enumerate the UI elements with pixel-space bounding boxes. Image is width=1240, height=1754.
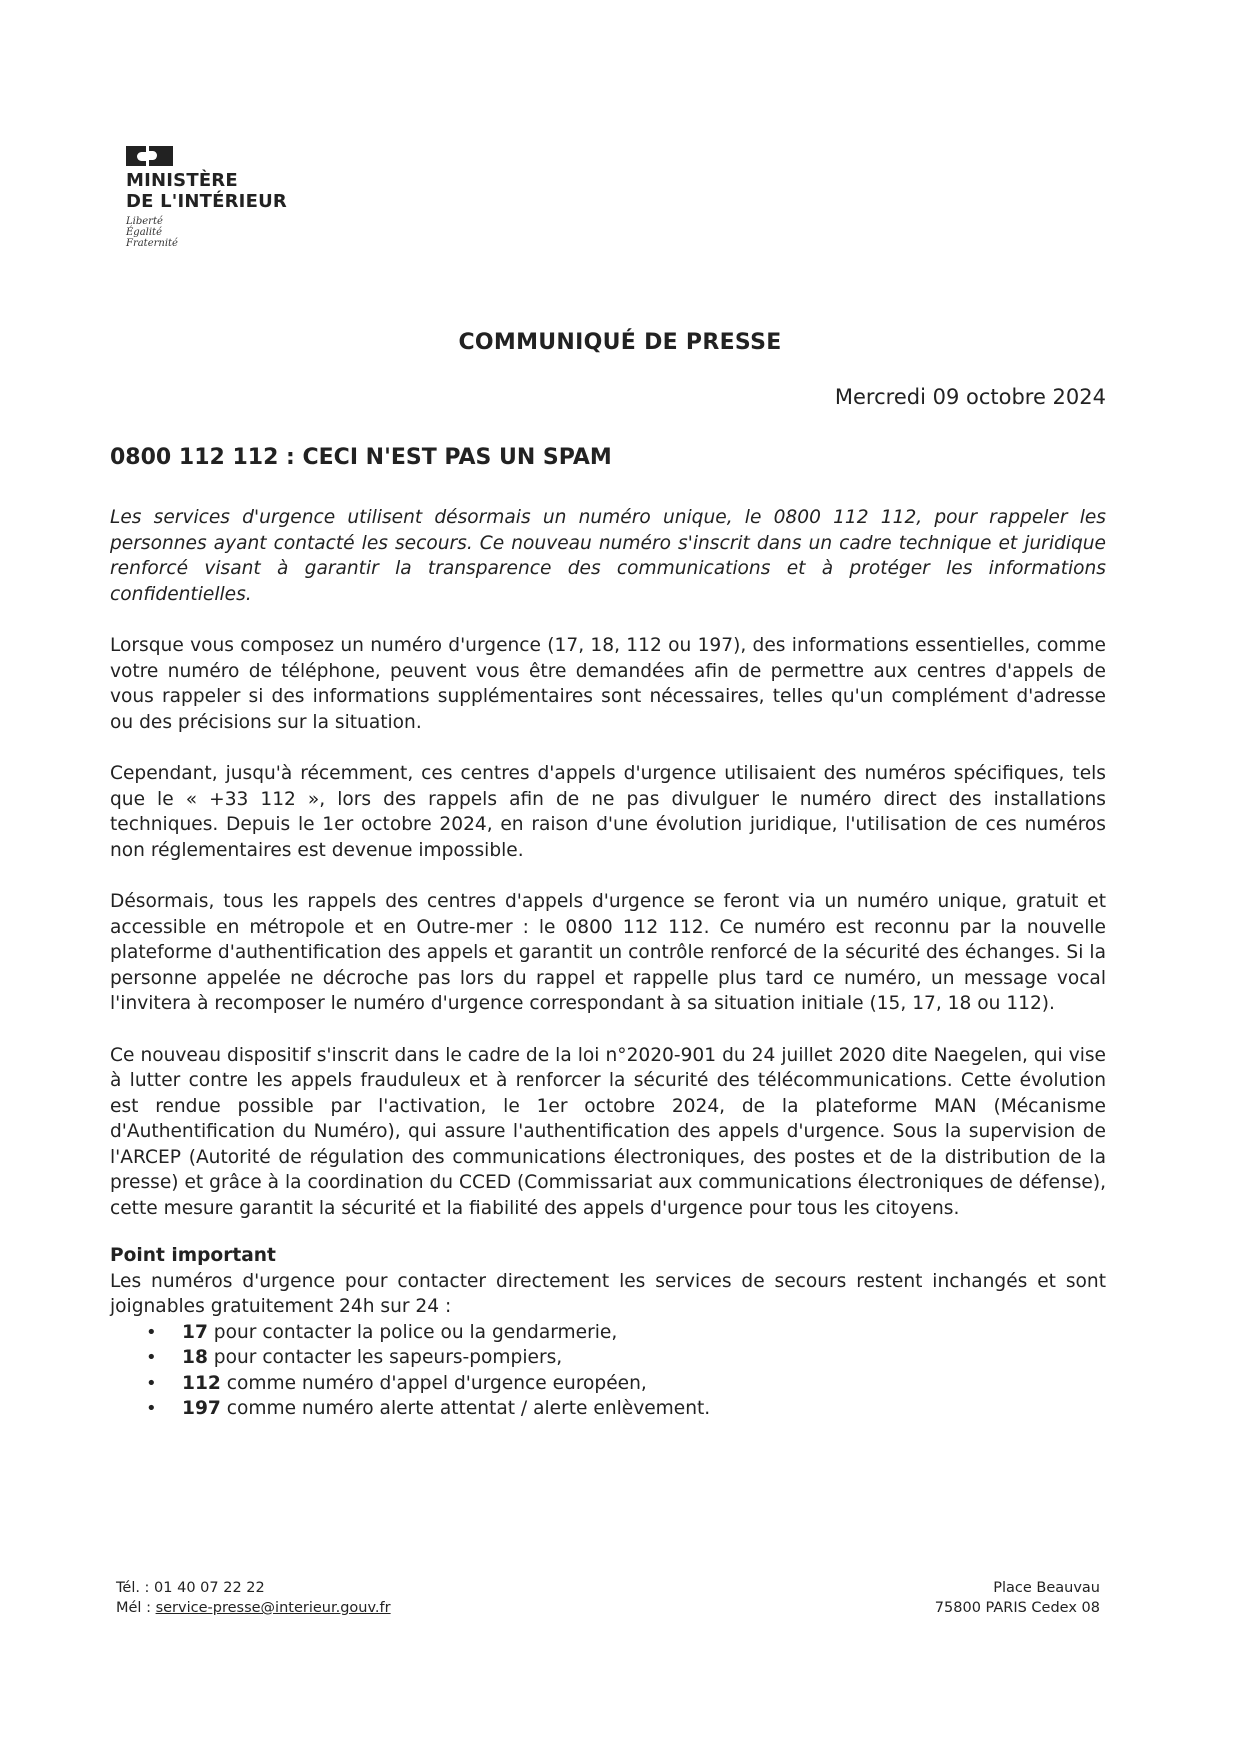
important-title: Point important bbox=[110, 1245, 276, 1266]
emergency-number: 112 bbox=[182, 1372, 221, 1394]
republic-motto bbox=[126, 216, 287, 249]
ministry-logo bbox=[126, 146, 287, 249]
footer-address-line-1: Place Beauvau bbox=[993, 1580, 1100, 1596]
paragraph-3: Cependant, jusqu'à récemment, ces centres d'appels d'urgence utilisaient des numéros spécifiques, tels que le « +33 112 », lors des rappels afin de ne pas divulguer le numéro direct des installations techniques. Depuis le 1er octobre 2024, en raison d'une évolution juridique, l'utilisation de ces numéros non réglementaires est devenue impossible. bbox=[110, 763, 1106, 861]
press-release-body bbox=[110, 505, 1106, 1422]
emergency-number-description: pour contacter les sapeurs-pompiers, bbox=[207, 1347, 563, 1368]
emergency-number: 18 bbox=[182, 1347, 208, 1368]
footer-contact bbox=[116, 1578, 391, 1618]
footer-email-label: Mél : bbox=[116, 1600, 156, 1616]
press-release-headline: 0800 112 112 : CECI N'EST PAS UN SPAM bbox=[110, 445, 612, 470]
motto-fraternite: Fraternité bbox=[126, 238, 178, 249]
emergency-number: 17 bbox=[182, 1321, 208, 1343]
lead-paragraph: Les services d'urgence utilisent désormais un numéro unique, le 0800 112 112, pour rappeler les personnes ayant contacté les secours. Ce nouveau numéro s'inscrit dans un cadre technique et juridique renforcé visant à garantir la transparence des communications et à protéger les informations confidentielles. bbox=[110, 507, 1106, 605]
ministry-name bbox=[126, 170, 287, 212]
paragraph-5: Ce nouveau dispositif s'inscrit dans le cadre de la loi n°2020-901 du 24 juillet 2020 dite Naegelen, qui vise à lutter contre les appels frauduleux et à renforcer la sécurité des télécommunications. Cette évolution est rendue possible par l'activation, le 1er octobre 2024, de la plateforme MAN (Mécanisme d'Authentification du Numéro), qui assure l'authentification des appels d'urgence. Sous la supervision de l'ARCEP (Autorité de régulation des communications électroniques, des postes et de la distribution de la presse) et grâce à la coordination du CCED (Commissariat aux communications électroniques de défense), cette mesure garantit la sécurité et la fiabilité des appels d'urgence pour tous les citoyens. bbox=[110, 1044, 1106, 1219]
emergency-number-description: comme numéro d'appel d'urgence européen, bbox=[220, 1372, 647, 1394]
emergency-number: 197 bbox=[182, 1398, 221, 1419]
emergency-numbers-list bbox=[110, 1320, 1106, 1422]
emergency-number-description: pour contacter la police ou la gendarmerie, bbox=[207, 1321, 618, 1343]
motto-liberte: Liberté bbox=[126, 216, 163, 227]
ministry-line-1: MINISTÈRE bbox=[126, 170, 238, 191]
paragraph-4: Désormais, tous les rappels des centres d'appels d'urgence se feront via un numéro unique, gratuit et accessible en métropole et en Outre-mer : le 0800 112 112. Ce numéro est reconnu par la nouvelle plateforme d'authentification des appels et garantit un contrôle renforcé de la sécurité des échanges. Si la personne appelée ne décroche pas lors du rappel et rappelle plus tard ce numéro, un message vocal l'invitera à recomposer le numéro d'urgence correspondant à sa situation initiale (15, 17, 18 ou 112). bbox=[110, 891, 1106, 1014]
marianne-logo-icon bbox=[126, 146, 176, 166]
motto-egalite: Égalité bbox=[126, 227, 162, 238]
publication-date: Mercredi 09 octobre 2024 bbox=[834, 385, 1106, 409]
list-item bbox=[182, 1396, 1106, 1422]
document-type-title: COMMUNIQUÉ DE PRESSE bbox=[458, 330, 782, 355]
list-item bbox=[182, 1345, 1106, 1371]
footer-address-line-2: 75800 PARIS Cedex 08 bbox=[934, 1600, 1100, 1616]
list-item bbox=[182, 1320, 1106, 1346]
press-email-link[interactable]: service-presse@interieur.gouv.fr bbox=[155, 1600, 391, 1616]
footer-email-line bbox=[116, 1598, 391, 1618]
emergency-number-description: comme numéro alerte attentat / alerte enlèvement. bbox=[220, 1398, 711, 1419]
paragraph-2: Lorsque vous composez un numéro d'urgence (17, 18, 112 ou 197), des informations essentielles, comme votre numéro de téléphone, peuvent vous être demandées afin de permettre aux centres d'appels de vous rappeler si des informations supplémentaires sont nécessaires, telles qu'un complément d'adresse ou des précisions sur la situation. bbox=[110, 635, 1106, 733]
footer-address bbox=[935, 1578, 1100, 1618]
ministry-line-2: DE L'INTÉRIEUR bbox=[126, 191, 287, 212]
important-text: Les numéros d'urgence pour contacter directement les services de secours restent inchangés et sont joignables gratuitement 24h sur 24 : bbox=[110, 1270, 1106, 1317]
footer-phone: Tél. : 01 40 07 22 22 bbox=[116, 1580, 265, 1596]
list-item bbox=[182, 1371, 1106, 1397]
